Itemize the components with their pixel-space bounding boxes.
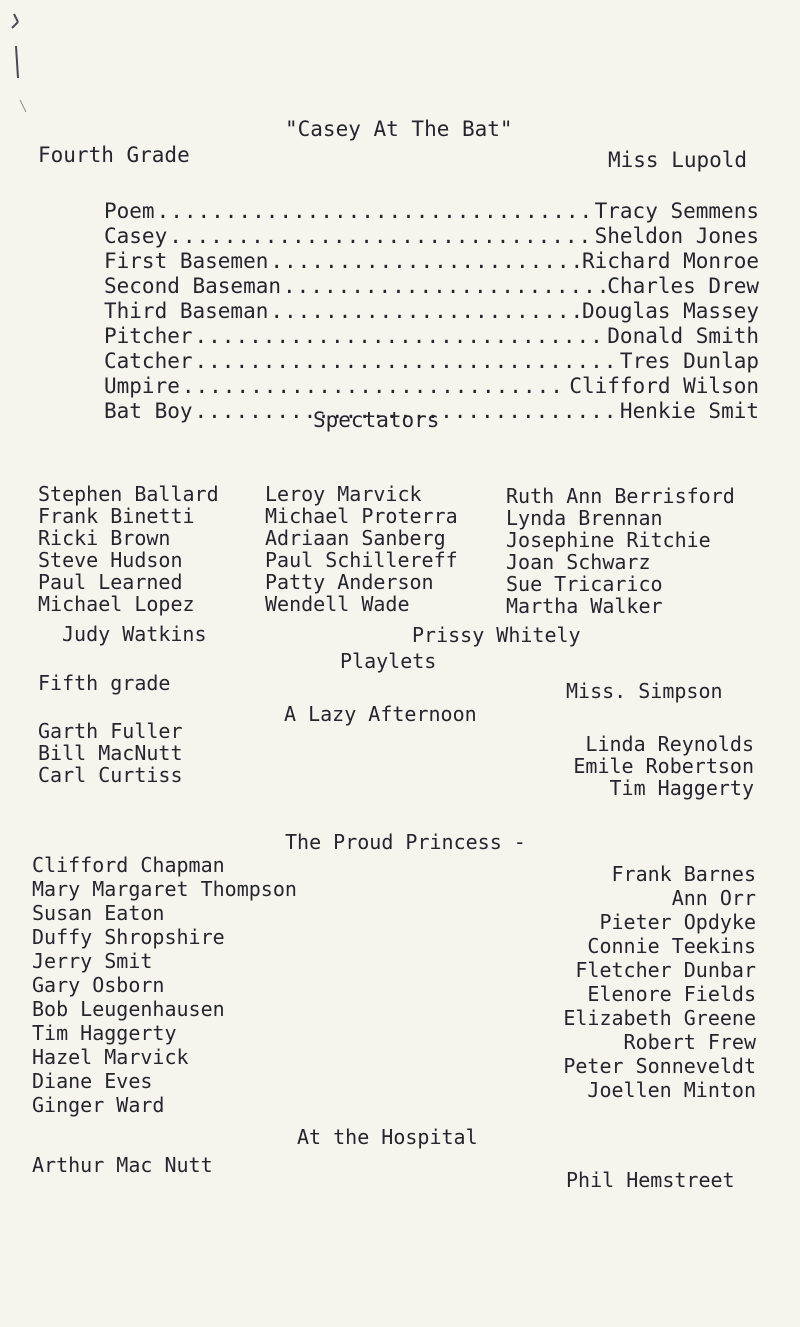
spectator-name: Judy Watkins: [62, 622, 207, 646]
cast-name: Diane Eves: [32, 1069, 153, 1093]
spectator-name: Lynda Brennan: [506, 506, 663, 530]
cast-row: [104, 225, 759, 248]
playlet-cast-left: [38, 720, 183, 786]
cast-role: Catcher: [104, 349, 193, 373]
leader-dots: [195, 350, 618, 373]
leader-dots: [169, 225, 592, 248]
playlets-heading: Playlets: [340, 649, 437, 673]
spectator-name: Joan Schwarz: [506, 550, 651, 574]
cast-name: Frank Barnes: [611, 862, 756, 886]
spectator-name: Josephine Ritchie: [506, 528, 711, 552]
cast-role: Casey: [104, 224, 168, 248]
cast-name: Joellen Minton: [587, 1078, 756, 1102]
spectator-name: Patty Anderson: [265, 570, 434, 594]
spectator-name: Martha Walker: [506, 594, 663, 618]
cast-name: Jerry Smit: [32, 949, 153, 973]
cast-name: Hazel Marvick: [32, 1045, 189, 1069]
cast-actor: Douglas Massey: [581, 299, 759, 323]
cast-name: Fletcher Dunbar: [575, 958, 756, 982]
cast-row: [104, 250, 759, 273]
cast-role: Second Baseman: [104, 274, 282, 298]
leader-dots: [195, 325, 606, 348]
playlet-title: At the Hospital: [297, 1125, 478, 1149]
spectator-name: Paul Schillereff: [265, 548, 458, 572]
cast-role: Pitcher: [104, 324, 193, 348]
cast-name: Peter Sonneveldt: [563, 1054, 756, 1078]
cast-actor: Donald Smith: [607, 324, 759, 348]
cast-name: Susan Eaton: [32, 901, 165, 925]
spectator-name: Sue Tricarico: [506, 572, 663, 596]
cast-actor: Sheldon Jones: [594, 224, 759, 248]
cast-row: [104, 350, 759, 373]
spectator-name: Ruth Ann Berrisford: [506, 484, 735, 508]
spectator-name: Steve Hudson: [38, 548, 183, 572]
cast-name: Mary Margaret Thompson: [32, 877, 297, 901]
pencil-mark: [6, 8, 46, 118]
cast-name: Ginger Ward: [32, 1093, 165, 1117]
cast-actor: Clifford Wilson: [569, 374, 759, 398]
spectator-name: Adriaan Sanberg: [265, 526, 446, 550]
spectators-column-2: [265, 483, 458, 615]
cast-role: Bat Boy: [104, 399, 193, 423]
cast-name: Duffy Shropshire: [32, 925, 225, 949]
teacher-name: Miss. Simpson: [566, 679, 723, 703]
cast-name: Carl Curtiss: [38, 763, 183, 787]
cast-name: Emile Robertson: [573, 754, 754, 778]
cast-name: Garth Fuller: [38, 719, 183, 743]
spectator-name: Michael Proterra: [265, 504, 458, 528]
cast-actor: Henkie Smit: [619, 399, 759, 423]
leader-dots: [157, 200, 593, 223]
cast-name: Robert Frew: [623, 1030, 756, 1054]
playlet-cast-right: [563, 862, 756, 1102]
spectator-name: Paul Learned: [38, 570, 183, 594]
cast-name: Elenore Fields: [587, 982, 756, 1006]
program-title: "Casey At The Bat": [285, 117, 513, 141]
cast-role: Poem: [104, 199, 155, 223]
playlet-cast-left: [32, 853, 297, 1117]
cast-role: First Basemen: [104, 249, 269, 273]
cast-name: Phil Hemstreet: [566, 1168, 735, 1192]
leader-dots: [283, 275, 605, 298]
cast-role: Third Baseman: [104, 299, 269, 323]
cast-actor: Charles Drew: [607, 274, 759, 298]
cast-name: Bill MacNutt: [38, 741, 183, 765]
cast-actor: Tres Dunlap: [619, 349, 759, 373]
spectator-name: Stephen Ballard: [38, 482, 219, 506]
spectator-name: Leroy Marvick: [265, 482, 422, 506]
spectators-column-3: [506, 485, 735, 617]
playlet-title: The Proud Princess -: [285, 830, 526, 854]
cast-name: Tim Haggerty: [609, 776, 754, 800]
cast-name: Gary Osborn: [32, 973, 165, 997]
cast-name: Linda Reynolds: [585, 732, 754, 756]
spectators-column-1: [38, 483, 219, 615]
cast-actor: Tracy Semmens: [594, 199, 759, 223]
cast-row: [104, 325, 759, 348]
spectator-name: Ricki Brown: [38, 526, 171, 550]
cast-name: Pieter Opdyke: [599, 910, 756, 934]
cast-row: [104, 375, 759, 398]
cast-name: Elizabeth Greene: [563, 1006, 756, 1030]
cast-row: [104, 300, 759, 323]
cast-name: Connie Teekins: [587, 934, 756, 958]
cast-name: Ann Orr: [671, 886, 756, 910]
cast-name: Arthur Mac Nutt: [32, 1153, 213, 1177]
fifth-grade-label: Fifth grade: [38, 671, 171, 695]
teacher-name: Miss Lupold: [608, 148, 748, 172]
leader-dots: [182, 375, 567, 398]
leader-dots: [270, 250, 580, 273]
cast-row: [104, 200, 759, 223]
playlet-title: A Lazy Afternoon: [284, 702, 477, 726]
cast-row: [104, 275, 759, 298]
spectator-name: Prissy Whitely: [412, 623, 581, 647]
cast-name: Clifford Chapman: [32, 853, 225, 877]
cast-actor: Richard Monroe: [581, 249, 759, 273]
cast-name: Tim Haggerty: [32, 1021, 177, 1045]
cast-name: Bob Leugenhausen: [32, 997, 225, 1021]
spectator-name: Wendell Wade: [265, 592, 410, 616]
spectators-heading: Spectators: [313, 408, 440, 432]
playlet-cast-right: [573, 733, 754, 799]
leader-dots: [270, 300, 580, 323]
cast-role: Umpire: [104, 374, 180, 398]
spectator-name: Frank Binetti: [38, 504, 195, 528]
grade-label: Fourth Grade: [38, 143, 190, 167]
spectator-name: Michael Lopez: [38, 592, 195, 616]
